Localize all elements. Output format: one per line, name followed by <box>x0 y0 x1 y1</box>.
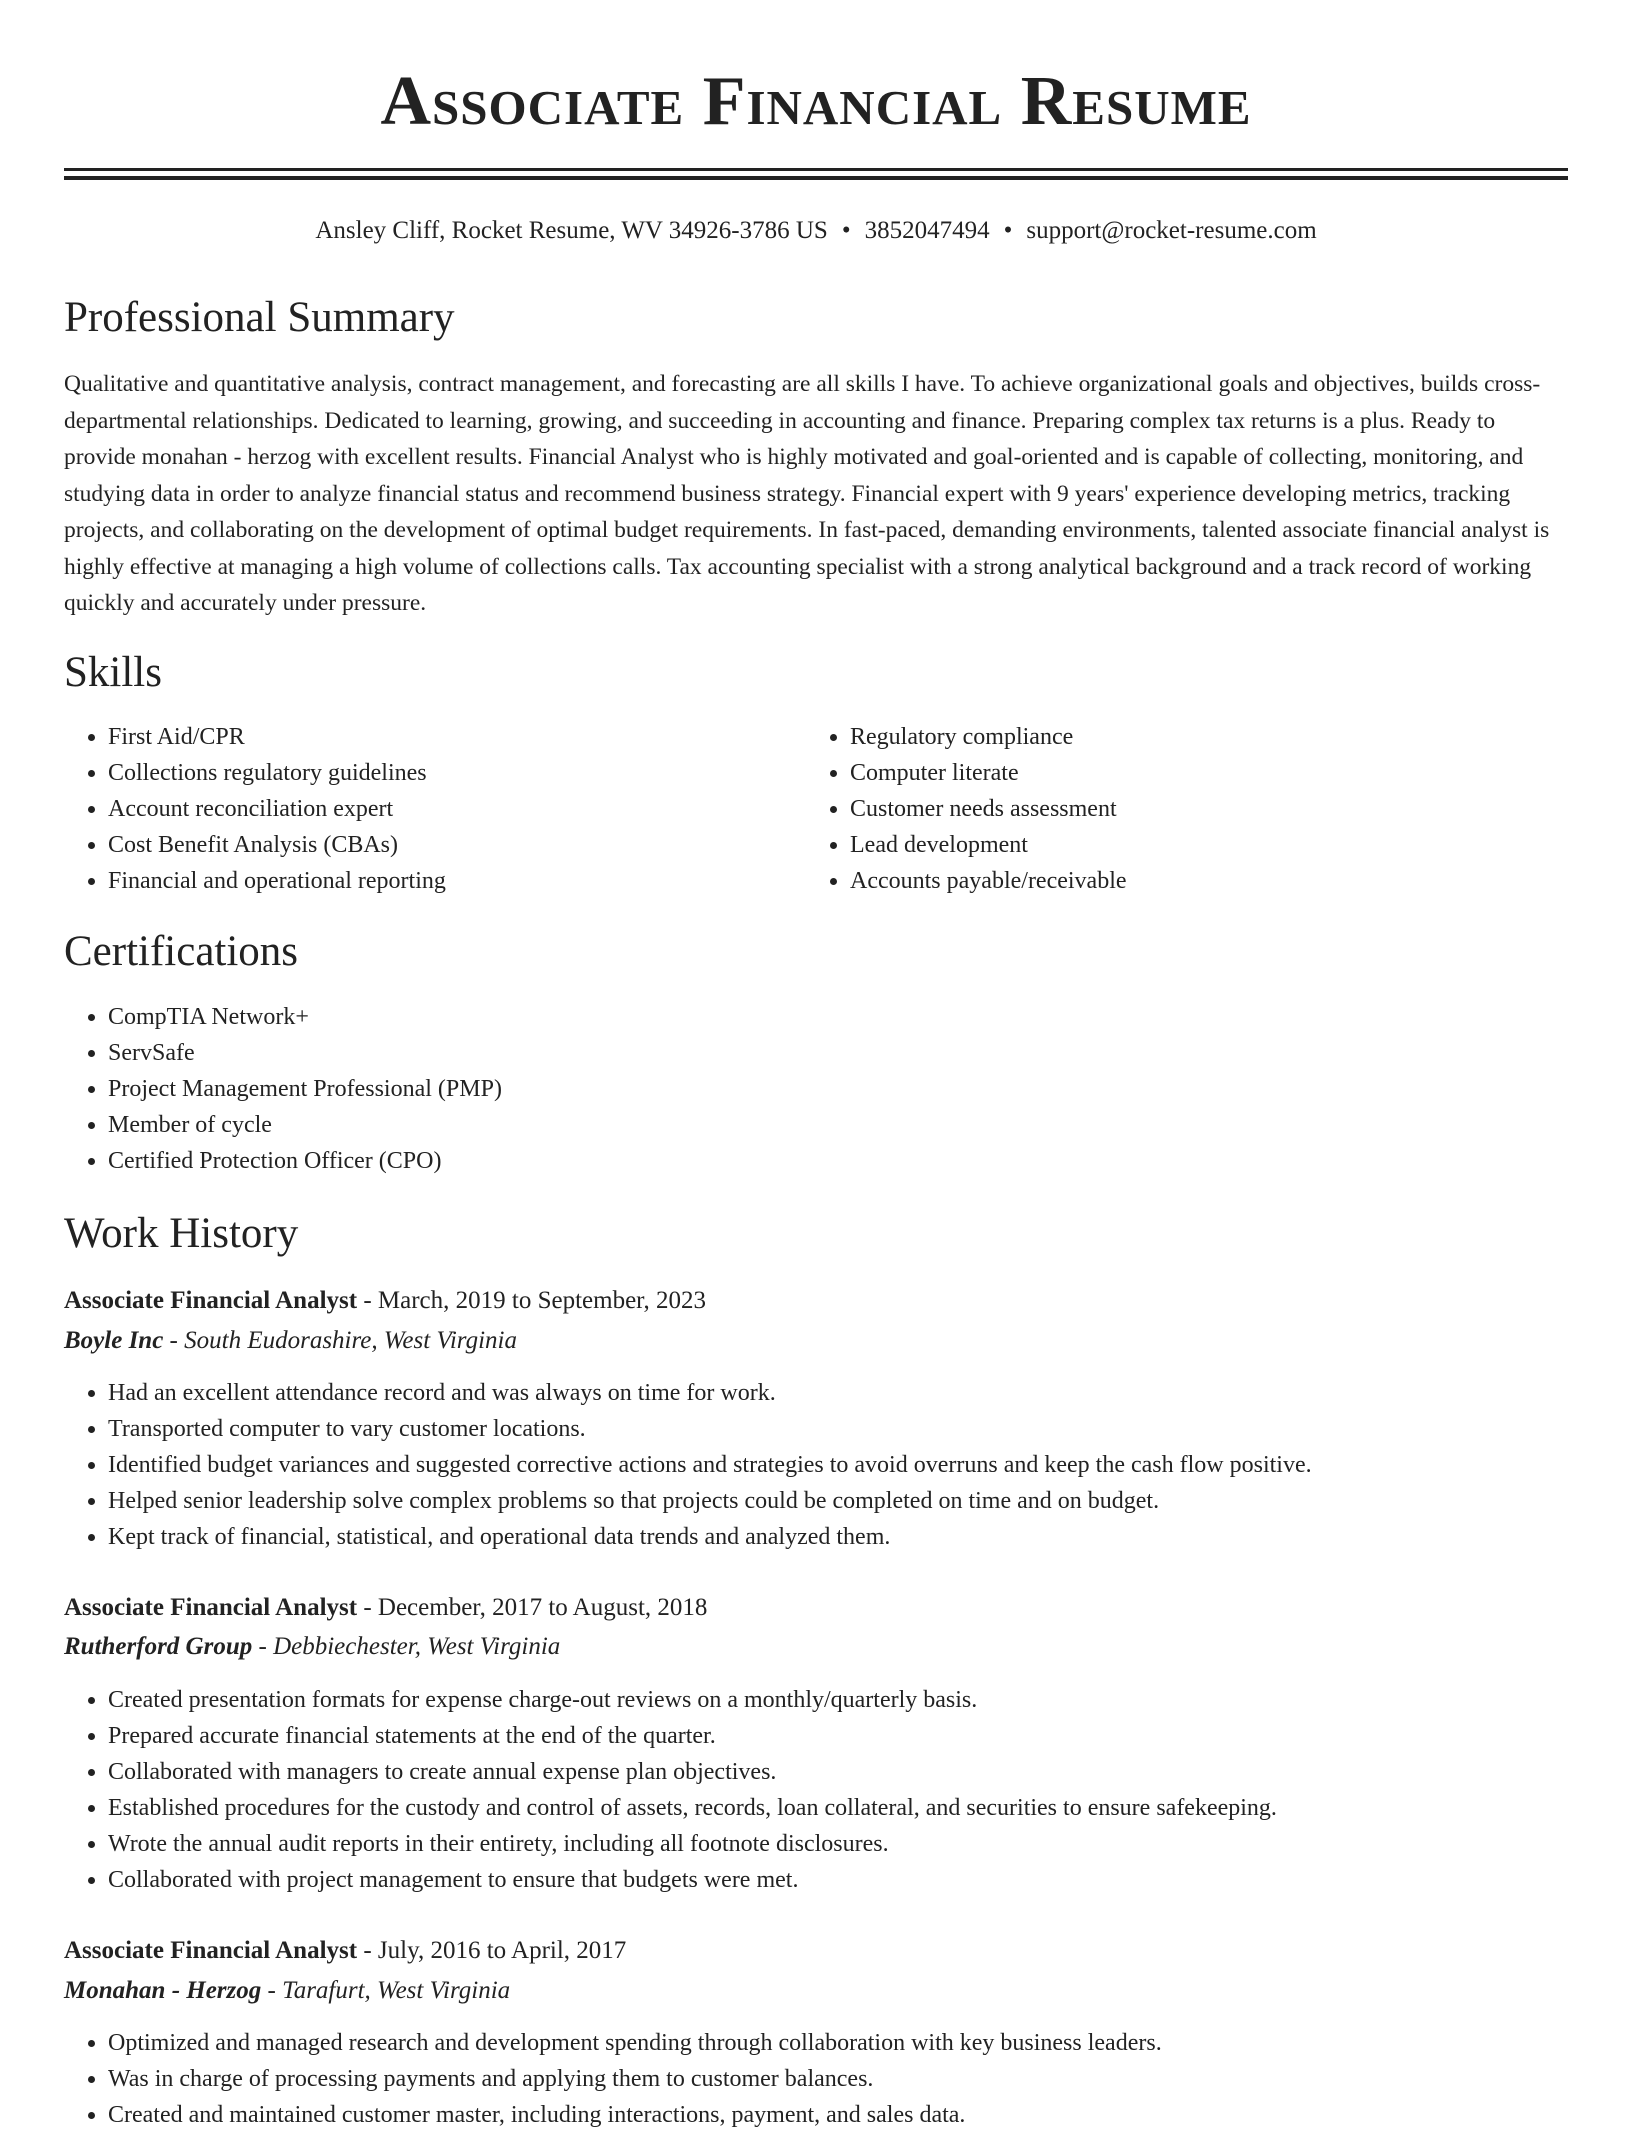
resume-title: Associate Financial Resume <box>380 63 1252 140</box>
job-bullet: • Collaborated with managers to create annual expense plan objectives. <box>108 1754 1568 1790</box>
job-bullet: • Created presentation formats for expense charge-out reviews on a monthly/quarterly basis. <box>108 1682 1568 1718</box>
job-dates: - March, 2019 to September, 2023 <box>357 1287 707 1314</box>
job-bullet: • Identified budget variances and suggested corrective actions and strategies to avoid overruns and keep the cash flow positive. <box>108 1447 1568 1483</box>
skill-item: • Regulatory compliance <box>850 719 1550 755</box>
job-bullet: • Transported computer to vary customer locations. <box>108 1411 1568 1447</box>
skill-item: • Lead development <box>850 827 1550 863</box>
skill-item: • Accounts payable/receivable <box>850 863 1550 899</box>
skills-heading: Skills <box>64 649 162 696</box>
job-bullet: • Helped senior leadership solve complex problems so that projects could be completed on time and on budget. <box>108 1483 1568 1519</box>
certification-item: • Member of cycle <box>108 1107 1508 1143</box>
job-bullet: • Wrote the annual audit reports in their entirety, including all footnote disclosures. <box>108 1826 1568 1862</box>
job-role: Associate Financial Analyst <box>64 1287 358 1314</box>
job-bullet: • Kept track of financial, statistical, and operational data trends and analyzed them. <box>108 1519 1568 1555</box>
certifications-list <box>64 999 1508 1179</box>
job-bullet: • Collaborated with project management to ensure that budgets were met. <box>108 1862 1568 1898</box>
certification-item: • ServSafe <box>108 1035 1508 1071</box>
job-company-line <box>64 1974 510 2008</box>
job-role: Associate Financial Analyst <box>64 1594 358 1621</box>
skills-list-right <box>806 719 1550 899</box>
summary-heading: Professional Summary <box>64 294 455 341</box>
skill-item: • Financial and operational reporting <box>108 863 808 899</box>
job-bullet: • Was in charge of processing payments and applying them to customer balances. <box>108 2061 1568 2097</box>
job-bullet: • Optimized and managed research and development spending through collaboration with key business leaders. <box>108 2025 1568 2061</box>
resume-page <box>64 0 1568 2128</box>
job-bullets <box>64 1682 1568 1898</box>
job-location: - Debbiechester, West Virginia <box>252 1633 561 1660</box>
job-dates: - July, 2016 to April, 2017 <box>357 1937 627 1964</box>
certification-item: • Project Management Professional (PMP) <box>108 1071 1508 1107</box>
job-dates: - December, 2017 to August, 2018 <box>357 1594 708 1621</box>
contact-email: support@rocket-resume.com <box>1026 217 1317 244</box>
job-location: - Tarafurt, West Virginia <box>261 1977 511 2004</box>
job-title-line <box>64 1934 626 1968</box>
job-bullet: • Established procedures for the custody and control of assets, records, loan collateral, and securities to ensure safekeeping. <box>108 1790 1568 1826</box>
contact-address: Ansley Cliff, Rocket Resume, WV 34926-3786 US <box>315 217 828 244</box>
contact-phone: 3852047494 <box>864 217 990 244</box>
job-company: Rutherford Group <box>64 1633 253 1660</box>
job-bullet: • Created and maintained customer master, including interactions, payment, and sales data. <box>108 2097 1568 2133</box>
certifications-heading: Certifications <box>64 928 299 975</box>
job-company: Monahan - Herzog <box>64 1977 262 2004</box>
job-bullets <box>64 1375 1568 1555</box>
skill-item: • Cost Benefit Analysis (CBAs) <box>108 827 808 863</box>
skill-item: • Computer literate <box>850 755 1550 791</box>
contact-line <box>64 214 1568 248</box>
skill-item: • Collections regulatory guidelines <box>108 755 808 791</box>
contact-separator: • <box>841 217 851 244</box>
job-title-line <box>64 1591 707 1625</box>
work-history-heading: Work History <box>64 1210 299 1257</box>
job-role: Associate Financial Analyst <box>64 1937 358 1964</box>
job-company: Boyle Inc <box>64 1327 164 1354</box>
job-bullets <box>64 2025 1568 2133</box>
certification-item: • CompTIA Network+ <box>108 999 1508 1035</box>
job-bullet: • Had an excellent attendance record and was always on time for work. <box>108 1375 1568 1411</box>
skill-item: • Customer needs assessment <box>850 791 1550 827</box>
skill-item: • Account reconciliation expert <box>108 791 808 827</box>
title-divider-top <box>64 168 1568 171</box>
job-bullet: • Prepared accurate financial statements at the end of the quarter. <box>108 1718 1568 1754</box>
job-title-line <box>64 1284 706 1318</box>
skill-item: • First Aid/CPR <box>108 719 808 755</box>
certification-item: • Certified Protection Officer (CPO) <box>108 1143 1508 1179</box>
contact-separator: • <box>1003 217 1013 244</box>
skills-list-left <box>64 719 808 899</box>
job-location: - South Eudorashire, West Virginia <box>163 1327 517 1354</box>
title-divider-bottom <box>64 176 1568 180</box>
summary-text: Qualitative and quantitative analysis, contract management, and forecasting are all skills I have. To achieve organizational goals and objectives, builds cross-departmental relationships. Dedicated to learning, growing, and succeeding in accounting and finance. Preparing complex tax returns is a plus. Ready to provide monahan - herzog with excellent results. Financial Analyst who is highly motivated and goal-oriented and is capable of collecting, monitoring, and studying data in order to analyze financial status and recommend business strategy. Financial expert with 9 years' experience developing metrics, tracking projects, and collaborating on the development of optimal budget requirements. In fast-paced, demanding environments, talented associate financial analyst is highly effective at managing a high volume of collections calls. Tax accounting specialist with a strong analytical background and a track record of working quickly and accurately under pressure. <box>64 371 1550 616</box>
job-company-line <box>64 1630 560 1664</box>
job-company-line <box>64 1324 517 1358</box>
